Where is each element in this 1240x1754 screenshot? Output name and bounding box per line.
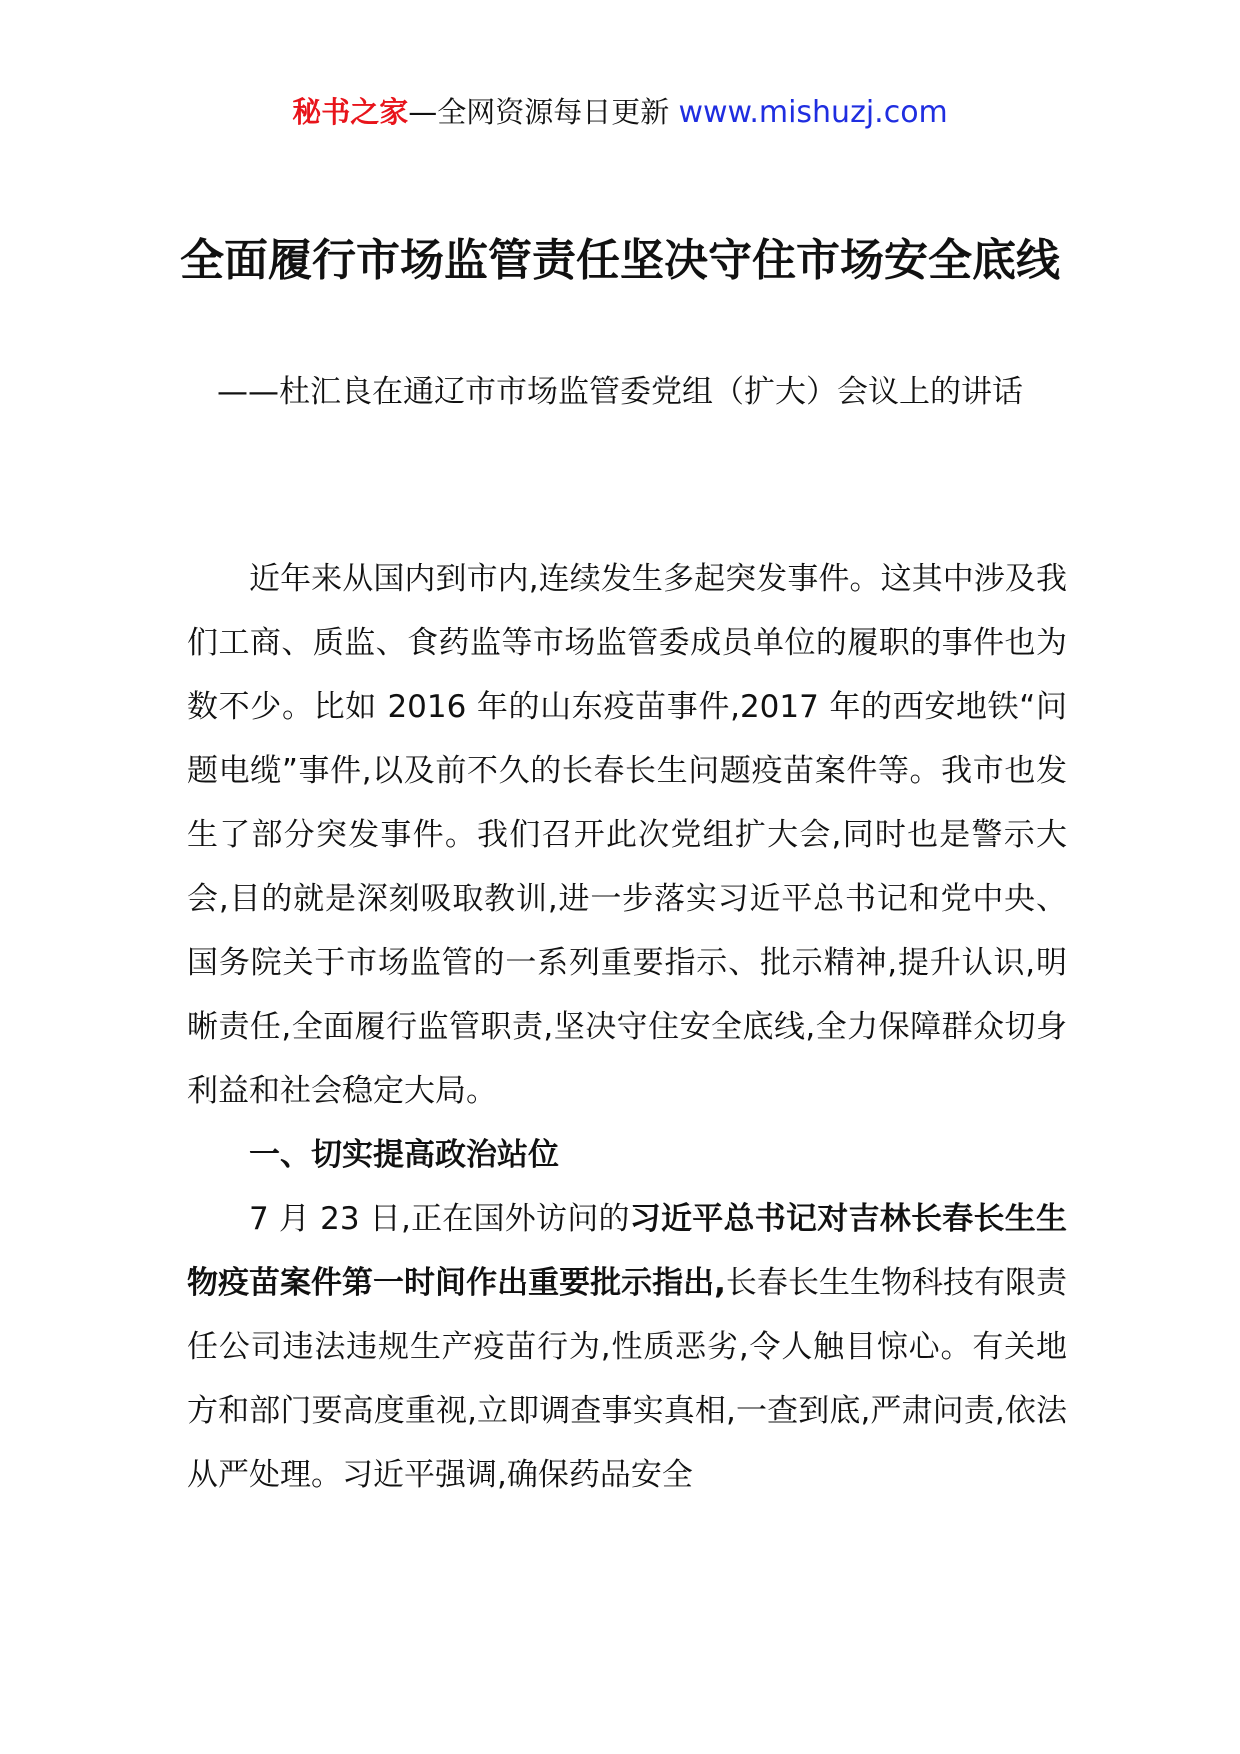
- paragraph-instructions-start: 7 月 23 日,正在国外访问的: [249, 1201, 630, 1237]
- document-subtitle: ——杜汇良在通辽市市场监管委党组（扩大）会议上的讲话: [217, 374, 1023, 410]
- paragraph-instructions-bold: 习近平总书记对吉林长春长生生物疫苗案件第一时间作出重要批示指出,: [187, 1201, 1067, 1301]
- document-title: 全面履行市场监管责任坚决守住市场安全底线: [180, 235, 1060, 286]
- site-tagline: —全网资源每日更新: [408, 95, 679, 129]
- site-url-link[interactable]: www.mishuzj.com: [678, 95, 948, 130]
- document-body: [187, 547, 1067, 1507]
- paragraph-instructions-rest: 长春长生生物科技有限责任公司违法违规生产疫苗行为,性质恶劣,令人触目惊心。有关地方和部门要高度重视,立即调查事实真相,一查到底,严肃问责,依法从严处理。习近平强调,确保药品安全: [187, 1265, 1068, 1493]
- paragraph-intro: 近年来从国内到市内,连续发生多起突发事件。这其中涉及我们工商、质监、食药监等市场监管委成员单位的履职的事件也为数不少。比如 2016 年的山东疫苗事件,2017 年的西安地铁“问题电缆”事件,以及前不久的长春长生问题疫苗案件等。我市也发生了部分突发事件。我们召开此次党组扩大会,同时也是警示大会,目的就是深刻吸取教训,进一步落实习近平总书记和党中央、国务院关于市场监管的一系列重要指示、批示精神,提升认识,明晰责任,全面履行监管职责,坚决守住安全底线,全力保障群众切身利益和社会稳定大局。: [187, 561, 1067, 1109]
- site-brand: 秘书之家: [292, 95, 409, 129]
- paragraph-instructions: [187, 1187, 1067, 1507]
- section-heading: 一、切实提高政治站位: [249, 1137, 559, 1173]
- site-header: [0, 92, 1240, 133]
